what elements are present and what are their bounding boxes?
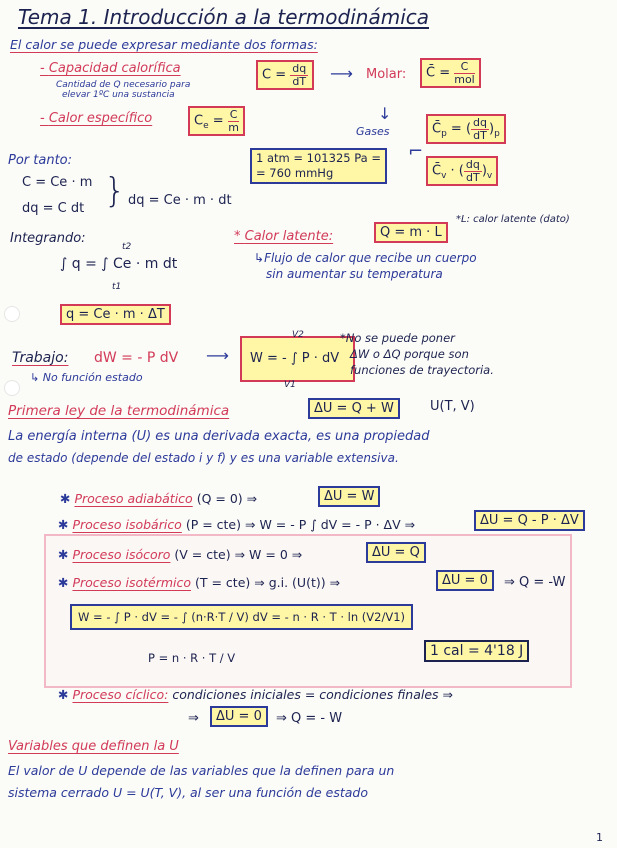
cp-formula-box: $C̄_p$ = ( $\frac{dq}{dT}$ )$_p$ [426,114,506,144]
ciclico-row: ✱ Proceso cíclico: condiciones iniciales = condiciones finales ⇒ [58,687,454,702]
binder-hole-top [4,306,20,322]
trabajo-remark-3: funciones de trayectoria. [350,363,494,377]
p-equation: P = n · R · T / V [148,651,236,665]
ciclico-arrow: ⇒ [188,711,199,726]
capacidad-label: - Capacidad calorífica [40,61,181,76]
isobarico-result-box: ΔU = Q - P · ΔV [474,510,585,531]
primera-ley-text-2: de estado (depende del estado i y f) y es una variable extensiva. [8,451,399,465]
isocoro-result-box: ΔU = Q [366,542,426,563]
arrow-to-molar: ⟶ [330,64,353,83]
atm-box: 1 atm = 101325 Pa = = 760 mmHg [250,148,387,184]
integral-lower-limit: t1 [112,282,122,292]
latente-note: *L: calor latente (dato) [456,214,570,225]
especifico-formula-box: $C_e$ = $\frac{C}{m}$ [188,106,245,136]
especifico-label: - Calor específico [40,111,153,126]
arrow-down-gases: ↓ [378,104,392,123]
isotermico-end: ⇒ Q = -W [504,575,566,590]
molar-formula-box: C̄ = $\frac{C}{\text{mol}}$ [420,58,481,88]
gases-label: Gases [356,125,390,138]
trabajo-eq: dW = - P dV [94,350,179,366]
latente-desc-2: sin aumentar su temperatura [266,267,443,281]
eq-dq-ce-m-dt: dq = Ce · m · dt [128,193,232,208]
trabajo-remark-1: *No se puede poner [340,331,455,345]
intro-text: El calor se puede expresar mediante dos formas: [10,37,318,52]
isotermico-work-box: W = - ∫ P · dV = - ∫ (n·R·T / V) dV = - n · R · T · ln (V2/V1) [70,604,413,630]
isotermico-row: ✱ Proceso isotérmico (T = cte) ⇒ g.i. (U(t)) ⇒ [58,575,341,590]
cal-box: 1 cal = 4'18 J [424,640,529,662]
primera-ley-box: ΔU = Q + W [308,398,400,419]
trabajo-formula-box: W = - ∫ P · dV [240,336,355,382]
latente-formula-box: Q = m · L [374,222,448,243]
eq-dq-cdt: dq = C dt [22,201,85,216]
trabajo-upper-limit: V2 [292,330,304,340]
cv-formula-box: $C̄_v$ · ( $\frac{dq}{dT}$ )$_v$ [426,156,498,186]
ciclico-end: ⇒ Q = - W [276,711,343,726]
latente-label: * Calor latente: [234,229,334,244]
isotermico-result-box: ΔU = 0 [436,570,494,591]
q-formula-box: q = Ce · m · ΔT [60,304,171,325]
primera-ley-label: Primera ley de la termodinámica [8,403,230,419]
trabajo-remark-2: ΔW o ΔQ porque son [350,347,469,361]
integrando-label: Integrando: [10,231,86,246]
capacidad-note-2: elevar 1ºC una sustancia [62,90,175,100]
ciclico-result-box: ΔU = 0 [210,706,268,727]
isobarico-row: ✱ Proceso isobárico (P = cte) ⇒ W = - P ∫ dV = - P · ΔV ⇒ [58,517,416,532]
u-tv-label: U(T, V) [430,399,475,414]
variables-text-1: El valor de U depende de las variables que la definen para un [8,763,395,778]
trabajo-note: ↳ No función estado [30,371,143,384]
adiabatico-result-box: ΔU = W [318,486,380,507]
page-number: 1 [596,831,603,844]
branch-bracket: ⌐ [408,141,424,162]
adiabatico-row: ✱ Proceso adiabático (Q = 0) ⇒ [60,491,258,506]
variables-label: Variables que definen la U [8,739,179,754]
eq-c-ce-m: C = Ce · m [22,175,93,190]
brace: } [104,171,126,211]
capacidad-note-1: Cantidad de Q necesario para [56,80,191,90]
portanto-label: Por tanto: [8,153,73,168]
trabajo-label: Trabajo: [12,350,69,366]
trabajo-lower-limit: V1 [284,380,296,390]
latente-desc-1: ↳Flujo de calor que recibe un cuerpo [254,251,477,265]
primera-ley-text-1: La energía interna (U) es una derivada exacta, es una propiedad [8,429,430,444]
arrow-to-work-box: ⟶ [206,346,229,365]
variables-text-2: sistema cerrado U = U(T, V), al ser una función de estado [8,785,369,800]
capacidad-formula-box: C = $\frac{dq}{dT}$ [256,60,314,90]
page-title: Tema 1. Introducción a la termodinámica [18,5,429,29]
molar-label: Molar: [366,67,407,82]
integral-expression: ∫ q = ∫ Ce · m dt [60,256,178,272]
binder-hole-bottom [4,380,20,396]
isocoro-row: ✱ Proceso isócoro (V = cte) ⇒ W = 0 ⇒ [58,547,303,562]
integral-upper-limit: t2 [122,242,132,252]
